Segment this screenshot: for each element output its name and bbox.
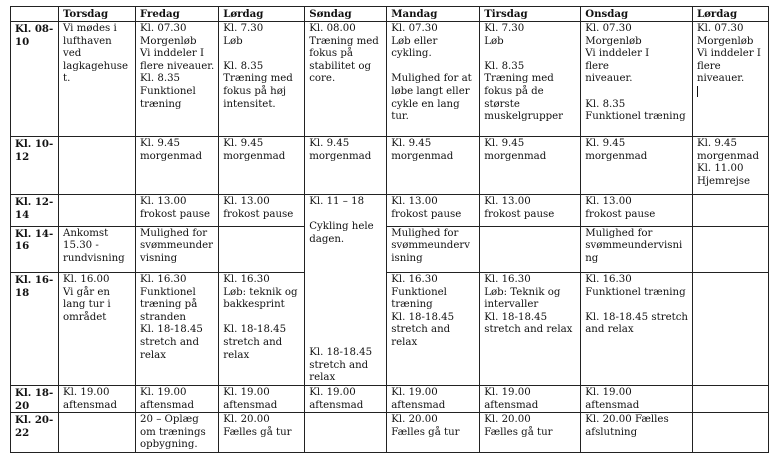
cell-line: Kl. 16.30 — [484, 274, 531, 286]
cell-line: Kl. 9.45 — [391, 138, 432, 149]
schedule-cell — [387, 413, 480, 453]
header-day: Torsdag — [59, 7, 136, 22]
cell-line: tur. — [391, 111, 409, 123]
cell-line: Kl. 13.00 — [391, 196, 438, 207]
cell-line: Kl. 9.45 — [696, 138, 737, 149]
schedule-cell — [480, 385, 581, 412]
schedule-cell — [305, 385, 387, 412]
cell-line: aftensmad — [484, 399, 539, 411]
cell-line: Kl. 9.45 — [140, 138, 181, 149]
schedule-cell — [219, 385, 305, 412]
cell-line: Kl. 16.30 — [391, 274, 438, 286]
time-slot-cell — [11, 195, 59, 227]
schedule-cell — [692, 226, 768, 273]
cell-line: isning — [391, 252, 423, 264]
cell-line: ved — [63, 48, 82, 60]
cell-line: aftensmad — [585, 399, 640, 411]
cell-line: Kl. 13.00 — [585, 196, 632, 207]
cell-line: 15.30 - — [63, 240, 99, 252]
cell-line: stranden — [140, 311, 186, 323]
schedule-cell — [692, 273, 768, 386]
cell-line: afslutning — [585, 426, 638, 438]
cell-line: aftensmad — [391, 399, 446, 411]
time-slot-cell — [11, 226, 59, 273]
cell-line: muskelgrupper — [484, 111, 564, 123]
schedule-cell — [59, 137, 136, 195]
schedule-cell — [136, 22, 219, 137]
cell-line — [309, 335, 382, 348]
weekly-schedule-table — [10, 6, 769, 453]
time-slot-cell — [11, 385, 59, 412]
schedule-cell — [219, 137, 305, 195]
cell-line: 16 — [15, 240, 30, 253]
header-day: Lørdag — [692, 7, 768, 22]
cell-line: Træning med — [309, 35, 379, 47]
cell-line: Kl. 9.45 — [484, 138, 525, 149]
cell-line: Kl. 7.30 — [484, 23, 525, 34]
schedule-cell — [581, 22, 693, 137]
cell-line: Kl. 11 – 18 — [309, 196, 365, 207]
schedule-cell — [387, 385, 480, 412]
cell-line: Kl. 19.00 — [309, 386, 356, 398]
cell-line: Kl. 20.00 — [391, 414, 438, 426]
cell-line: Kl. 8.35 — [223, 60, 264, 72]
cell-line: morgenmad — [309, 150, 372, 162]
cell-line: stretch and — [309, 359, 369, 371]
cell-line — [309, 309, 382, 322]
cell-line: relax — [309, 372, 336, 384]
schedule-cell — [59, 22, 136, 137]
cell-line: aftensmad — [63, 399, 118, 411]
cell-line: Mulighed for — [140, 227, 208, 239]
cell-line: Vi går en — [63, 286, 110, 298]
cell-line: Kl. 20.00 — [484, 414, 531, 426]
cell-line: lufthaven — [63, 35, 112, 47]
cell-line: opbygning. — [140, 439, 198, 451]
cell-line — [309, 272, 382, 285]
schedule-cell — [581, 226, 693, 273]
cell-line: cykle en lang — [391, 98, 460, 110]
cell-line: Kl. 08.00 — [309, 23, 356, 34]
cell-line — [309, 297, 382, 310]
cell-line: største — [484, 98, 520, 110]
schedule-cell — [480, 226, 581, 273]
schedule-cell — [692, 195, 768, 227]
cell-line: morgenmad — [223, 150, 286, 162]
schedule-cell — [387, 273, 480, 386]
schedule-cell — [581, 273, 693, 386]
cell-line: frokost pause — [484, 208, 555, 220]
cell-line: frokost pause — [585, 208, 656, 220]
cell-line: 20 – Oplæg — [140, 414, 199, 426]
cell-line: Kl. 16- — [15, 274, 54, 287]
cell-line: niveauer. — [585, 73, 633, 85]
table-row — [11, 413, 769, 453]
cell-line: Mulighed for at — [391, 73, 472, 85]
cell-line: Vi inddeler I — [696, 48, 761, 60]
cell-line: 22 — [15, 426, 30, 439]
cell-line: Hjemrejse — [696, 175, 751, 187]
cell-line: Funktionel træning — [585, 286, 686, 298]
cell-line — [585, 86, 688, 99]
schedule-cell — [692, 22, 768, 137]
cell-line: Kl. 13.00 — [484, 196, 531, 207]
cell-line: Kl. 18-18.45 — [391, 311, 455, 323]
header-day: Onsdag — [581, 7, 693, 22]
schedule-cell — [305, 413, 387, 453]
cell-line: træning — [391, 299, 433, 311]
cell-line: intensitet. — [223, 98, 276, 110]
cell-line: om trænings — [140, 426, 206, 438]
cell-line: bakkesprint — [223, 299, 285, 311]
cell-line: Mulighed for — [585, 227, 653, 239]
cell-line: Kl. 07.30 — [391, 23, 438, 34]
cell-line: aftensmad — [140, 399, 195, 411]
cell-line: Træning med — [223, 73, 293, 85]
cell-line: aftensmad — [309, 399, 364, 411]
cell-line: lagkagehuse — [63, 60, 129, 72]
cell-line: Træning med — [484, 73, 554, 85]
cell-line: Kl. 13.00 — [223, 196, 270, 207]
cell-line: Kl. 19.00 — [140, 386, 187, 398]
cell-line: Kl. 9.45 — [309, 138, 350, 149]
cell-line: Morgenløb — [140, 35, 197, 47]
schedule-cell — [59, 413, 136, 453]
schedule-cell — [387, 22, 480, 137]
cell-line: intervaller — [484, 299, 539, 311]
cell-line: stretch and — [140, 337, 199, 349]
table-row — [11, 22, 769, 137]
schedule-cell — [387, 226, 480, 273]
schedule-cell — [136, 385, 219, 412]
cell-line — [309, 322, 382, 335]
header-day: Tirsdag — [480, 7, 581, 22]
cell-line: Kl. 13.00 — [140, 196, 187, 207]
cell-line: Kl. 16.00 — [63, 274, 110, 286]
schedule-cell — [136, 413, 219, 453]
time-slot-cell — [11, 22, 59, 137]
cell-line: Kl. 07.30 — [140, 23, 187, 34]
cell-line: stretch and — [391, 324, 451, 336]
cell-line: t. — [63, 73, 71, 85]
cell-line: morgenmad — [696, 150, 759, 162]
cell-line: Kl. 20.00 — [223, 414, 270, 426]
cell-line: rundvisning — [63, 252, 125, 264]
cell-line: Løb — [484, 35, 504, 47]
cell-line — [223, 312, 300, 325]
cell-line: Kl. 11.00 — [696, 163, 744, 175]
text-cursor — [697, 86, 698, 97]
header-corner — [11, 7, 59, 22]
cell-line: stabilitet og — [309, 60, 372, 72]
cell-line: Kl. 18-18.45 — [223, 324, 287, 336]
cell-line: Fælles gå tur — [223, 426, 292, 438]
schedule-cell — [692, 137, 768, 195]
cell-line: flere — [585, 60, 609, 72]
cell-line: Kl. 08- — [15, 23, 54, 35]
cell-line: Kl. 16.30 — [140, 274, 187, 286]
cell-line: fokus på — [309, 48, 353, 60]
cell-line: Kl. 18-18.45 — [140, 324, 203, 336]
cell-line: Funktionel træning — [585, 111, 686, 123]
cell-line: 10 — [15, 35, 30, 48]
cell-line: Kl. 20- — [15, 414, 54, 427]
cell-line: Funktionel — [140, 286, 196, 298]
cell-line: Vi inddeler I — [140, 48, 204, 60]
cell-line: Vi mødes i — [63, 23, 117, 34]
cell-line: Kl. 7.30 — [223, 23, 264, 34]
cell-line: morgenmad — [391, 150, 454, 162]
cell-line: Kl. 16.30 — [585, 274, 632, 286]
cell-line: morgenmad — [585, 150, 648, 162]
cell-line: løbe langt eller — [391, 85, 470, 97]
cell-line: Kl. 19.00 — [484, 386, 531, 398]
cell-line: niveauer. — [696, 73, 745, 85]
cell-line — [697, 86, 764, 99]
cell-line: ng — [585, 252, 599, 264]
cell-line: Kl. 9.45 — [223, 138, 264, 149]
cell-line: Kl. 19.00 — [391, 386, 438, 398]
schedule-cell — [59, 226, 136, 273]
cell-line: stretch and — [223, 337, 283, 349]
cell-line: 12 — [15, 150, 30, 163]
cell-line: Fælles gå tur — [484, 426, 553, 438]
schedule-cell — [219, 22, 305, 137]
cell-line: frokost pause — [223, 208, 294, 220]
cell-line: Fælles gå tur — [391, 426, 460, 438]
cell-line: flere niveauer. — [140, 60, 215, 72]
cell-line — [484, 48, 576, 61]
cell-line: Kl. 8.35 — [484, 60, 525, 72]
cell-line — [309, 209, 382, 222]
cell-line: svømmeunder — [140, 240, 214, 252]
cell-line: træning på — [140, 299, 198, 311]
schedule-cell — [136, 273, 219, 386]
cell-line: Kl. 18-18.45 — [484, 311, 548, 323]
cell-line: Kl. 07.30 — [585, 23, 632, 34]
cell-line: Kl. 19.00 — [63, 386, 110, 398]
cell-line: området — [63, 311, 107, 323]
cell-line: Kl. 19.00 — [585, 386, 632, 398]
cell-line: core. — [309, 73, 336, 85]
schedule-cell — [480, 137, 581, 195]
schedule-cell — [480, 413, 581, 453]
cell-line: Kl. 19.00 — [223, 386, 270, 398]
cell-line: 18 — [15, 286, 30, 299]
table-row — [11, 137, 769, 195]
table-row — [11, 273, 769, 386]
cell-line: dagen. — [309, 233, 345, 245]
cell-line: Kl. 18-18.45 stretch — [585, 311, 688, 323]
cell-line: frokost pause — [140, 208, 211, 220]
cell-line: flere — [696, 60, 721, 72]
cell-line: svømmeunderv — [391, 240, 470, 252]
cell-line: Kl. 10- — [15, 138, 54, 150]
cell-line — [223, 48, 300, 61]
schedule-cell — [136, 226, 219, 273]
cell-line: relax — [391, 337, 418, 349]
cell-line: 14 — [15, 208, 30, 221]
schedule-cell — [480, 195, 581, 227]
cell-line: Morgenløb — [585, 35, 642, 47]
time-slot-cell — [11, 273, 59, 386]
cell-line: træning — [140, 98, 182, 110]
schedule-cell — [387, 195, 480, 227]
cell-line: Kl. 14- — [15, 227, 54, 240]
cell-line: Løb: Teknik og — [484, 286, 561, 298]
schedule-cell — [59, 385, 136, 412]
schedule-cell — [692, 413, 768, 453]
schedule-cell — [219, 273, 305, 386]
schedule-cell — [136, 195, 219, 227]
cell-line: Funktionel — [140, 85, 196, 97]
cell-line: fokus på de — [484, 85, 544, 97]
cell-line: Løb — [223, 35, 243, 47]
cell-line: relax — [140, 349, 166, 361]
cell-line: Funktionel — [391, 286, 447, 298]
cell-line: Vi inddeler I — [585, 48, 650, 60]
schedule-cell — [305, 137, 387, 195]
cell-line: morgenmad — [484, 150, 547, 162]
schedule-cell — [136, 137, 219, 195]
cell-line: morgenmad — [140, 150, 203, 162]
header-day: Søndag — [305, 7, 387, 22]
cell-line — [309, 259, 382, 272]
schedule-cell — [59, 195, 136, 227]
cell-line: relax — [223, 349, 250, 361]
cell-line: Kl. 07.30 — [696, 23, 744, 34]
cell-line: and relax — [585, 324, 634, 336]
schedule-cell — [581, 413, 693, 453]
cell-line: Kl. 9.45 — [585, 138, 626, 149]
table-row — [11, 385, 769, 412]
cell-line: svømmeundervisni — [585, 240, 683, 252]
time-slot-cell — [11, 137, 59, 195]
cell-line — [585, 299, 688, 312]
cell-line: cykling. — [391, 48, 432, 60]
cell-line: Løb eller — [391, 35, 438, 47]
schedule-cell — [692, 385, 768, 412]
header-day: Lørdag — [219, 7, 305, 22]
cell-line: visning — [140, 252, 178, 264]
cell-line: Kl. 12- — [15, 196, 54, 208]
cell-line: Kl. 20.00 Fælles — [585, 414, 669, 426]
cell-line: stretch and relax — [484, 324, 573, 336]
schedule-cell — [581, 195, 693, 227]
schedule-cell — [480, 273, 581, 386]
cell-line: Morgenløb — [696, 35, 754, 47]
schedule-cell — [581, 137, 693, 195]
cell-line: Kl. 18- — [15, 386, 54, 399]
schedule-cell — [581, 385, 693, 412]
cell-line: Kl. 18-18.45 — [309, 347, 373, 359]
cell-line: lang tur i — [63, 299, 111, 311]
schedule-cell — [305, 22, 387, 137]
schedule-cell — [59, 273, 136, 386]
schedule-cell — [387, 137, 480, 195]
schedule-cell — [305, 195, 387, 386]
cell-line: Kl. 8.35 — [585, 98, 626, 110]
cell-line: 20 — [15, 399, 30, 412]
cell-line: Kl. 16.30 — [223, 274, 270, 286]
schedule-cell — [219, 226, 305, 273]
cell-line: Mulighed for — [391, 227, 459, 239]
cell-line: aftensmad — [223, 399, 278, 411]
cell-line — [391, 61, 475, 74]
header-row — [11, 7, 769, 22]
cell-line: Cykling hele — [309, 221, 374, 233]
header-day: Mandag — [387, 7, 480, 22]
schedule-cell — [219, 195, 305, 227]
schedule-cell — [480, 22, 581, 137]
cell-line: frokost pause — [391, 208, 462, 220]
cell-line: fokus på høj — [223, 85, 287, 97]
schedule-cell — [219, 413, 305, 453]
cell-line: Ankomst — [63, 227, 109, 239]
time-slot-cell — [11, 413, 59, 453]
cell-line — [309, 284, 382, 297]
table-row — [11, 226, 769, 273]
cell-line — [309, 246, 382, 259]
cell-line: Løb: teknik og — [223, 286, 298, 298]
header-day: Fredag — [136, 7, 219, 22]
table-row — [11, 195, 769, 227]
cell-line: Kl. 8.35 — [140, 73, 181, 85]
